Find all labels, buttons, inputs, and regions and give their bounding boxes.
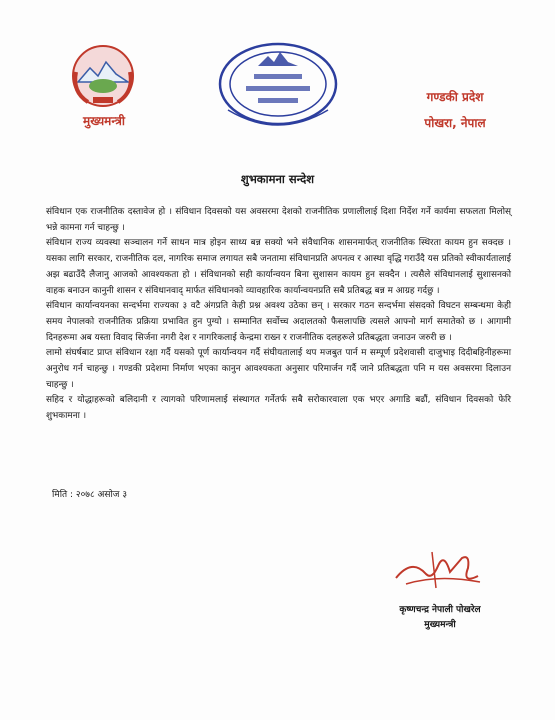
province-address: [400, 84, 510, 136]
province-city: पोखरा, नेपाल: [424, 116, 486, 130]
province-name: गण्डकी प्रदेश: [426, 90, 484, 104]
document-date: मिति : २०७८ असोज ३: [52, 490, 128, 500]
paragraph-2: संविधान राज्य व्यवस्था सञ्चालन गर्ने साधन मात्र होइन साध्य बन्न सक्यो भने संवैधानिक शासनमार्फत् राजनीतिक स्थिरता कायम हुन सक्दछ । यसका लागि सरकार, राजनीतिक दल, नागरिक समाज लगायत सबै जनतामा संविधानप्रति अपनत्व र आस्था वृद्धि गराउँदै यस प्रतिको स्वीकार्यतालाई अझ बढाउँदै लैजानु आजको आवश्यकता हो । संविधानको सही कार्यान्वयन बिना सुशासन कायम हुन सक्दैन । त्यसैले संविधानलाई सुशासनको वाहक बनाउन कानुनी शासन र संविधानवाद् मार्फत संविधानको व्यावहारिक कार्यान्वयनप्रति सबै प्रतिबद्ध बन्न म आग्रह गर्दछु ।: [46, 238, 511, 296]
message-body: [46, 205, 511, 425]
paragraph-5: सहिद र योद्धाहरूको बलिदानी र त्यागको परिणामलाई संस्थागत गर्नेतर्फ सबै सरोकारवाला एक भएर अगाडि बढौं, संविधान दिवसको फेरि शुभकामना ।: [46, 395, 511, 422]
signatory-name: कृष्णचन्द्र नेपाली पोखरेल: [399, 605, 481, 615]
signatory-title: मुख्यमन्त्री: [424, 620, 456, 630]
paragraph-3: संविधान कार्यान्वयनका सन्दर्भमा राज्यका ३ वटै अंगप्रति केही प्रश्न अवश्य उठेका छन् । सरकार गठन सन्दर्भमा संसदको विघटन सम्बन्धमा केही समय नेपालको राजनीतिक प्रक्रिया प्रभावित हुन पुग्यो । सम्मानित सर्वोच्च अदालतको फैसलापछि त्यसले आफ्नो मार्ग समातेको छ । आगामी दिनहरूमा अब यस्ता विवाद सिर्जना नगरी देश र नागरिकलाई केन्द्रमा राख्न र राजनीतिक दलहरूले प्रतिबद्धता जनाउन जरुरी छ ।: [46, 301, 511, 343]
handwritten-signature: [392, 544, 484, 596]
paragraph-1: संविधान एक राजनीतिक दस्तावेज हो । संविधान दिवसको यस अवसरमा देशको राजनीतिक प्रणालीलाई दिशा निर्देश गर्ने कार्यमा सफलता मिलोस् भन्ने कामना गर्न चाहन्छु ।: [46, 207, 511, 233]
signatory-block: [378, 603, 502, 633]
document-heading: शुभकामना सन्देश: [240, 172, 315, 186]
chief-minister-title: मुख्यमन्त्री: [83, 114, 125, 128]
nepal-emblem-icon: [68, 42, 138, 110]
paragraph-4: लामो संघर्षबाट प्राप्त संविधान रक्षा गर्दै यसको पूर्ण कार्यान्वयन गर्दै संघीयतालाई थप मजबुत पार्न म सम्पूर्ण प्रदेशवासी दाजुभाइ दिदीबहिनीहरूमा अनुरोध गर्न चाहन्छु । गण्डकी प्रदेशमा निर्माण भएका कानुन आवश्यकता अनुसार परिमार्जन गर्दै जाने प्रतिबद्धता पनि म यस अवसरमा दिलाउन चाहन्छु ।: [46, 348, 511, 390]
office-seal-stamp: [214, 40, 342, 132]
